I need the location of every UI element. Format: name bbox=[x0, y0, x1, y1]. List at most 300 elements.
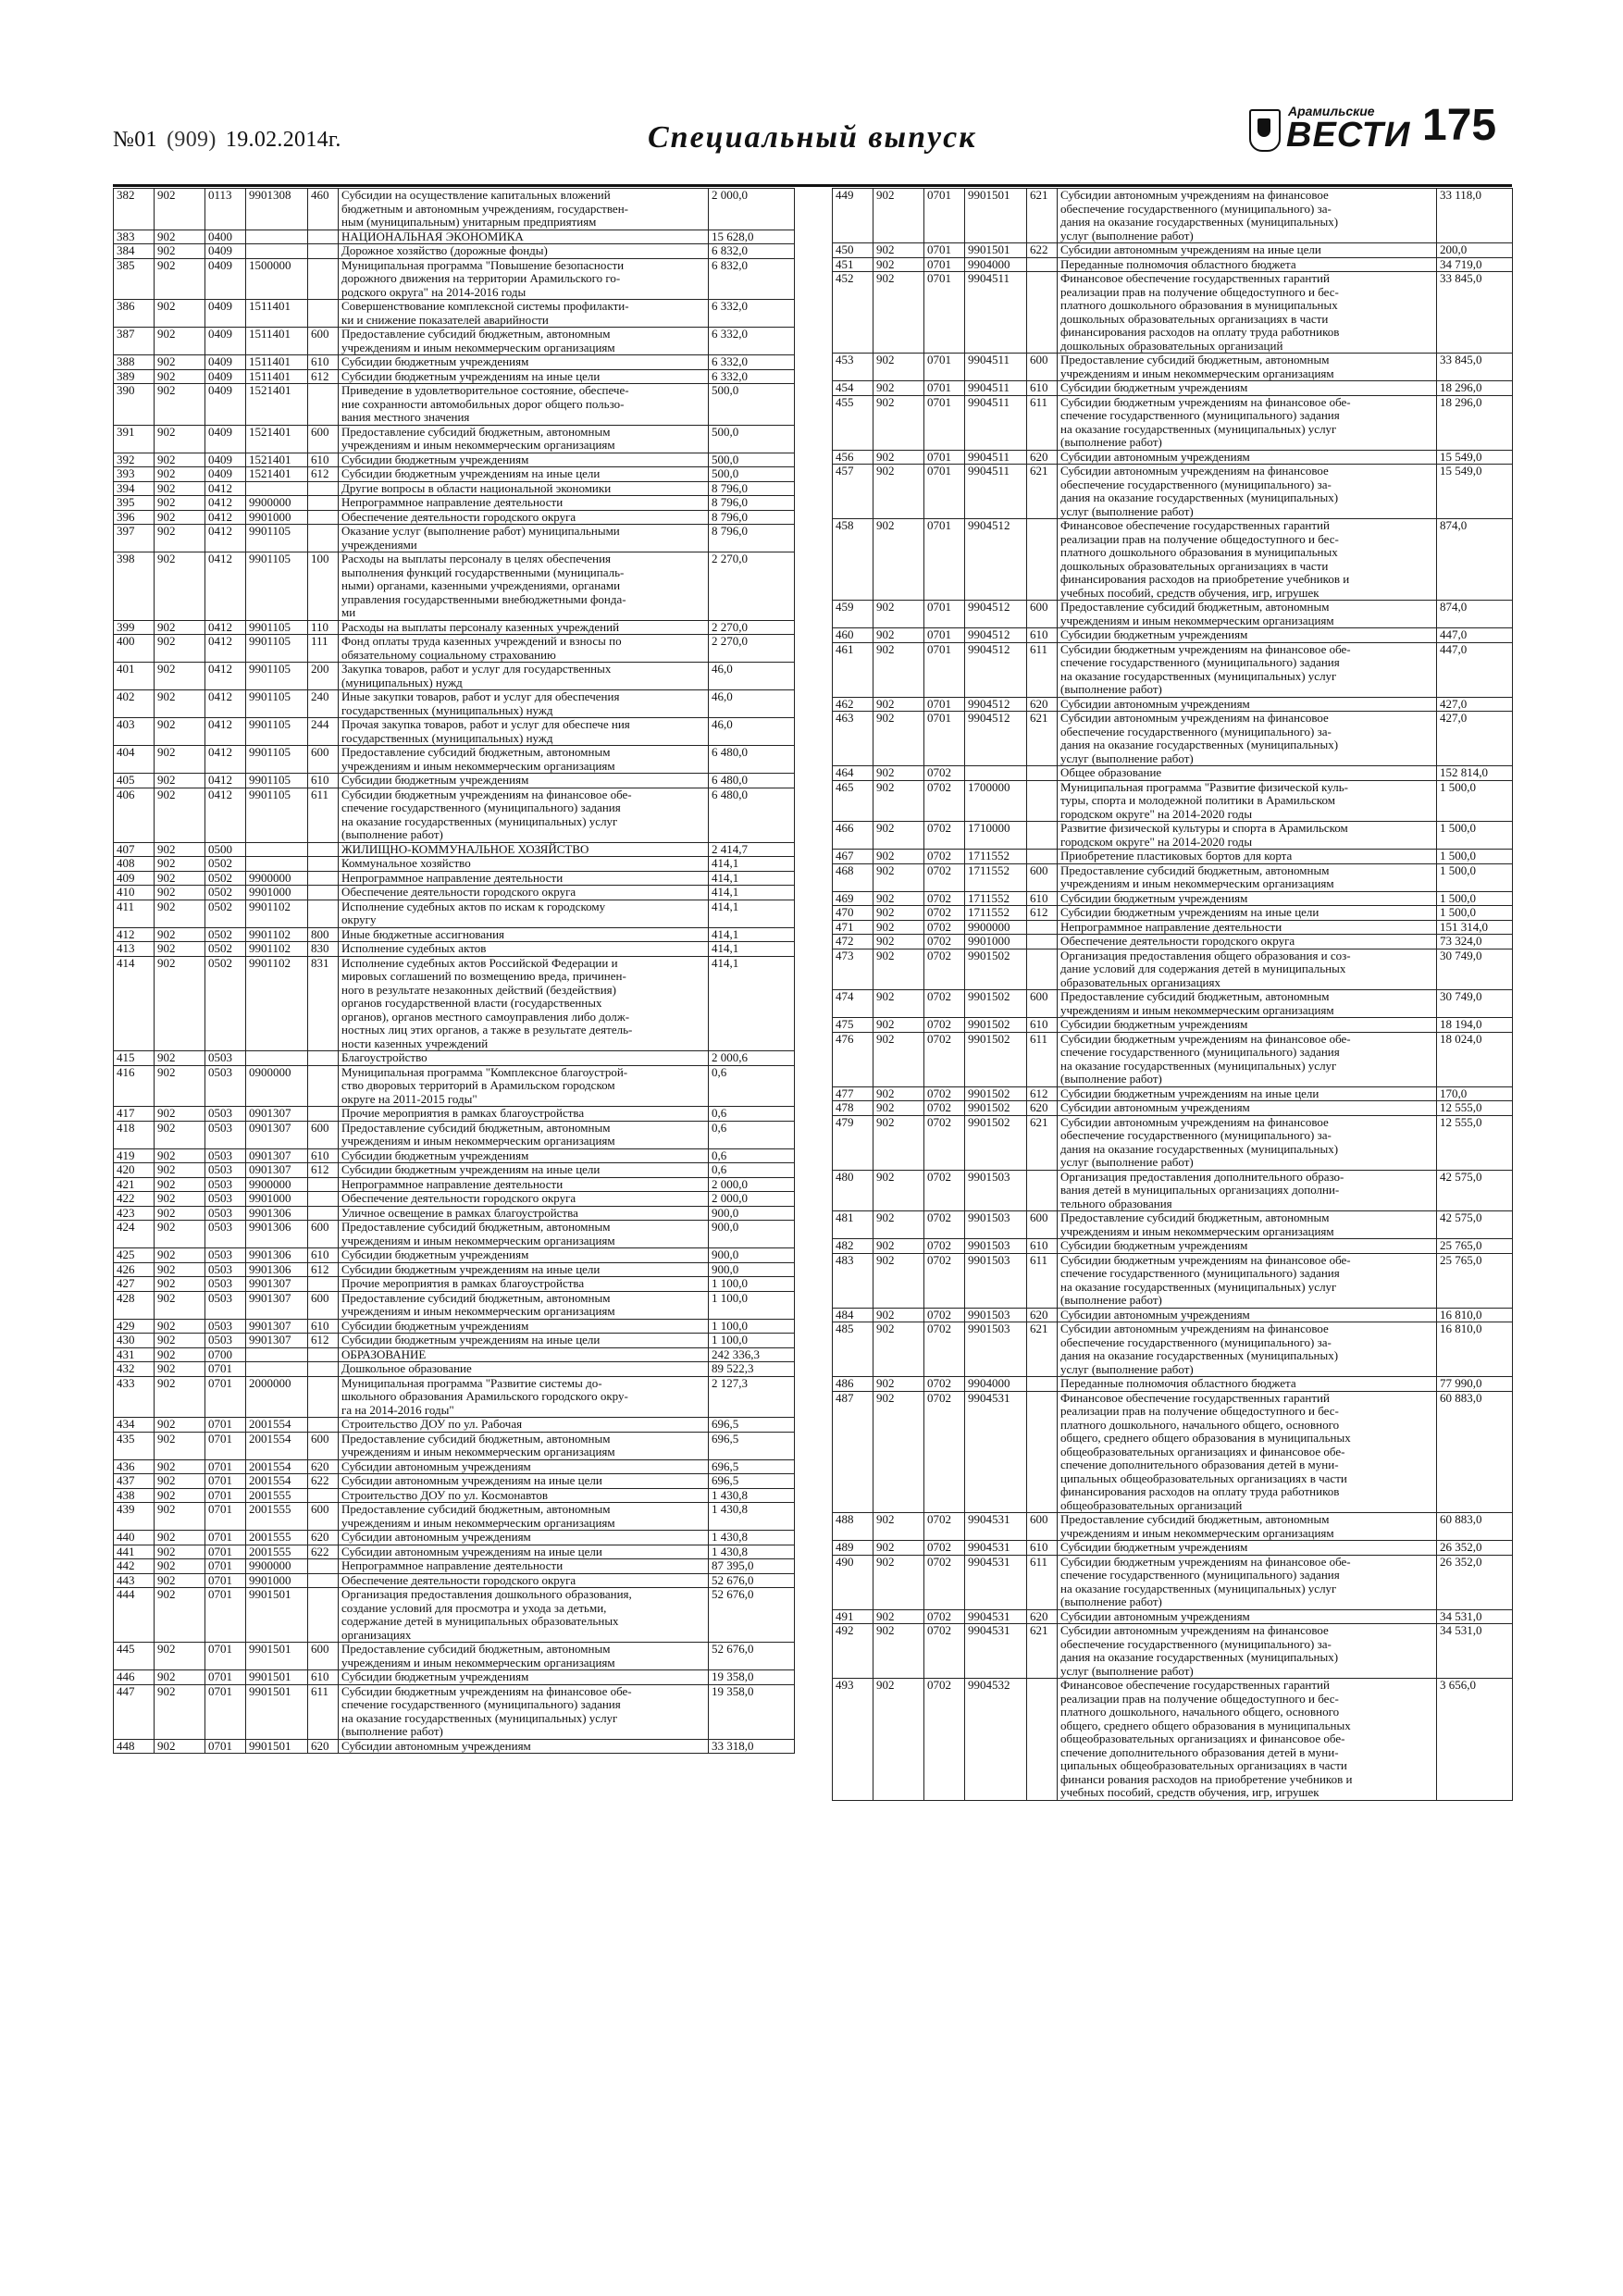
expense-type-cell bbox=[308, 900, 339, 927]
expense-type-cell: 600 bbox=[308, 1121, 339, 1148]
target-code-cell: 9900000 bbox=[246, 1177, 308, 1192]
description-cell: Организация предоставления дошкольного образования, создание условий для просмотра и ухода за детьми, содержание детей в муниципальных образовательных организациях bbox=[339, 1588, 709, 1643]
table-row bbox=[833, 1624, 1513, 1679]
section-code-cell: 0702 bbox=[924, 920, 965, 935]
expense-type-cell: 610 bbox=[308, 355, 339, 370]
row-number-cell: 387 bbox=[114, 328, 155, 355]
description-cell: Исполнение судебных актов по искам к городскому округу bbox=[339, 900, 709, 927]
expense-type-cell: 600 bbox=[308, 1643, 339, 1670]
expense-type-cell: 610 bbox=[308, 1248, 339, 1263]
ministry-code-cell: 902 bbox=[155, 1319, 205, 1334]
target-code-cell: 9900000 bbox=[246, 496, 308, 511]
amount-cell: 89 522,3 bbox=[709, 1362, 795, 1377]
expense-type-cell: 610 bbox=[1027, 628, 1058, 643]
row-number-cell: 467 bbox=[833, 850, 873, 864]
table-row bbox=[114, 355, 795, 370]
ministry-code-cell: 902 bbox=[873, 891, 924, 906]
section-code-cell: 0503 bbox=[205, 1291, 246, 1319]
amount-cell: 33 318,0 bbox=[709, 1739, 795, 1754]
description-cell: Предоставление субсидий бюджетным, автономным учреждениям и иным некоммерческим организациям bbox=[1058, 863, 1437, 891]
expense-type-cell bbox=[308, 857, 339, 872]
ministry-code-cell: 902 bbox=[155, 258, 205, 300]
ministry-code-cell: 902 bbox=[155, 1545, 205, 1559]
row-number-cell: 386 bbox=[114, 300, 155, 328]
description-cell: Субсидии автономным учреждениям на финансовое обеспечение государственного (муниципального) за- дания на оказание государственных (муниципальных) услуг (выполнение работ) bbox=[1058, 1624, 1437, 1679]
row-number-cell: 388 bbox=[114, 355, 155, 370]
table-row bbox=[833, 906, 1513, 921]
description-cell: Субсидии на осуществление капитальных вложений бюджетным и автономным учреждениям, государствен- ным (муниципальным) унитарным предприятиям bbox=[339, 189, 709, 230]
row-number-cell: 483 bbox=[833, 1253, 873, 1308]
table-row bbox=[114, 1559, 795, 1574]
target-code-cell: 9901102 bbox=[246, 900, 308, 927]
description-cell: Обеспечение деятельности городского округа bbox=[1058, 935, 1437, 949]
table-row bbox=[114, 927, 795, 942]
ministry-code-cell: 902 bbox=[155, 510, 205, 525]
issue-total: (909) bbox=[167, 128, 217, 152]
ministry-code-cell: 902 bbox=[155, 956, 205, 1051]
table-row bbox=[114, 1362, 795, 1377]
issue-number: №01 bbox=[113, 128, 157, 152]
ministry-code-cell: 902 bbox=[155, 857, 205, 872]
target-code-cell: 9901501 bbox=[246, 1588, 308, 1643]
table-row bbox=[833, 1115, 1513, 1170]
expense-type-cell: 611 bbox=[1027, 1032, 1058, 1086]
description-cell: Субсидии автономным учреждениям bbox=[1058, 450, 1437, 465]
section-code-cell: 0701 bbox=[205, 1503, 246, 1531]
expense-type-cell: 460 bbox=[308, 189, 339, 230]
target-code-cell: 1511401 bbox=[246, 355, 308, 370]
section-code-cell: 0503 bbox=[205, 1163, 246, 1178]
expense-type-cell: 611 bbox=[1027, 1555, 1058, 1609]
row-number-cell: 487 bbox=[833, 1391, 873, 1513]
row-number-cell: 451 bbox=[833, 257, 873, 272]
amount-cell: 900,0 bbox=[709, 1206, 795, 1221]
ministry-code-cell: 902 bbox=[155, 1334, 205, 1348]
section-code-cell: 0702 bbox=[924, 906, 965, 921]
section-code-cell: 0502 bbox=[205, 871, 246, 886]
row-number-cell: 403 bbox=[114, 718, 155, 746]
amount-cell: 0,6 bbox=[709, 1107, 795, 1122]
expense-type-cell: 611 bbox=[308, 788, 339, 842]
target-code-cell: 9901503 bbox=[965, 1322, 1027, 1377]
row-number-cell: 446 bbox=[114, 1670, 155, 1685]
ministry-code-cell: 902 bbox=[155, 369, 205, 384]
table-row bbox=[833, 766, 1513, 781]
description-cell: Непрограммное направление деятельности bbox=[339, 496, 709, 511]
ministry-code-cell: 902 bbox=[873, 906, 924, 921]
section-code-cell: 0702 bbox=[924, 1086, 965, 1101]
table-row bbox=[833, 642, 1513, 697]
target-code-cell: 1521401 bbox=[246, 467, 308, 482]
ministry-code-cell: 902 bbox=[873, 642, 924, 697]
expense-type-cell bbox=[1027, 1377, 1058, 1392]
amount-cell: 30 749,0 bbox=[1437, 949, 1513, 990]
row-number-cell: 426 bbox=[114, 1262, 155, 1277]
description-cell: Субсидии бюджетным учреждениям на финансовое обе- спечение государственного (муниципального) задания на оказание государственных (муниципальных) услуг (выполнение работ) bbox=[1058, 1032, 1437, 1086]
section-code-cell: 0503 bbox=[205, 1319, 246, 1334]
amount-cell: 16 810,0 bbox=[1437, 1322, 1513, 1377]
table-row bbox=[833, 891, 1513, 906]
description-cell: Субсидии автономным учреждениям bbox=[1058, 1609, 1437, 1624]
section-code-cell: 0412 bbox=[205, 635, 246, 663]
expense-type-cell bbox=[308, 1588, 339, 1643]
table-row bbox=[833, 850, 1513, 864]
ministry-code-cell: 902 bbox=[155, 1163, 205, 1178]
ministry-code-cell: 902 bbox=[155, 355, 205, 370]
ministry-code-cell: 902 bbox=[873, 243, 924, 258]
section-code-cell: 0412 bbox=[205, 746, 246, 774]
expense-type-cell bbox=[1027, 519, 1058, 601]
expense-type-cell: 611 bbox=[308, 1684, 339, 1739]
table-row bbox=[114, 886, 795, 900]
expense-type-cell bbox=[308, 1488, 339, 1503]
section-code-cell: 0701 bbox=[205, 1643, 246, 1670]
amount-cell: 34 531,0 bbox=[1437, 1624, 1513, 1679]
target-code-cell: 2001554 bbox=[246, 1432, 308, 1459]
amount-cell: 2 000,0 bbox=[709, 189, 795, 230]
table-row bbox=[833, 863, 1513, 891]
amount-cell: 6 832,0 bbox=[709, 258, 795, 300]
target-code-cell: 9904511 bbox=[965, 395, 1027, 450]
ministry-code-cell: 902 bbox=[155, 230, 205, 244]
target-code-cell bbox=[965, 766, 1027, 781]
table-row bbox=[833, 935, 1513, 949]
target-code-cell: 9904531 bbox=[965, 1624, 1027, 1679]
description-cell: Субсидии автономным учреждениям на финансовое обеспечение государственного (муниципального) за- дания на оказание государственных (муниципальных) услуг (выполнение работ) bbox=[1058, 1322, 1437, 1377]
table-row bbox=[114, 1474, 795, 1489]
newspaper-logo bbox=[1249, 104, 1416, 154]
amount-cell: 1 430,8 bbox=[709, 1531, 795, 1545]
target-code-cell: 9904531 bbox=[965, 1555, 1027, 1609]
section-code-cell: 0502 bbox=[205, 956, 246, 1051]
row-number-cell: 420 bbox=[114, 1163, 155, 1178]
table-row bbox=[114, 1684, 795, 1739]
expense-type-cell: 600 bbox=[1027, 990, 1058, 1018]
expense-type-cell: 622 bbox=[1027, 243, 1058, 258]
row-number-cell: 464 bbox=[833, 766, 873, 781]
row-number-cell: 443 bbox=[114, 1573, 155, 1588]
row-number-cell: 433 bbox=[114, 1376, 155, 1418]
description-cell: Предоставление субсидий бюджетным, автономным учреждениям и иным некоммерческим организациям bbox=[339, 746, 709, 774]
target-code-cell: 9901105 bbox=[246, 718, 308, 746]
target-code-cell: 0901307 bbox=[246, 1107, 308, 1122]
logo-subtitle: Арамильские bbox=[1288, 104, 1375, 118]
row-number-cell: 429 bbox=[114, 1319, 155, 1334]
ministry-code-cell: 902 bbox=[155, 1376, 205, 1418]
amount-cell: 1 500,0 bbox=[1437, 780, 1513, 822]
ministry-code-cell: 902 bbox=[155, 788, 205, 842]
ministry-code-cell: 902 bbox=[873, 1032, 924, 1086]
row-number-cell: 425 bbox=[114, 1248, 155, 1263]
target-code-cell: 9901105 bbox=[246, 690, 308, 718]
amount-cell: 18 194,0 bbox=[1437, 1018, 1513, 1033]
description-cell: ОБРАЗОВАНИЕ bbox=[339, 1347, 709, 1362]
ministry-code-cell: 902 bbox=[873, 1555, 924, 1609]
row-number-cell: 454 bbox=[833, 381, 873, 396]
ministry-code-cell: 902 bbox=[873, 628, 924, 643]
row-number-cell: 460 bbox=[833, 628, 873, 643]
expense-type-cell bbox=[308, 1418, 339, 1433]
section-code-cell: 0503 bbox=[205, 1262, 246, 1277]
row-number-cell: 449 bbox=[833, 189, 873, 243]
table-row bbox=[833, 1018, 1513, 1033]
row-number-cell: 401 bbox=[114, 663, 155, 690]
target-code-cell bbox=[246, 1347, 308, 1362]
target-code-cell: 9901503 bbox=[965, 1239, 1027, 1254]
section-code-cell: 0701 bbox=[205, 1670, 246, 1685]
expense-type-cell: 621 bbox=[1027, 189, 1058, 243]
table-row bbox=[114, 635, 795, 663]
row-number-cell: 481 bbox=[833, 1211, 873, 1239]
description-cell: Прочие мероприятия в рамках благоустройства bbox=[339, 1277, 709, 1292]
description-cell: Субсидии бюджетным учреждениям на иные цели bbox=[339, 1262, 709, 1277]
row-number-cell: 456 bbox=[833, 450, 873, 465]
section-code-cell: 0701 bbox=[924, 272, 965, 354]
row-number-cell: 478 bbox=[833, 1101, 873, 1116]
row-number-cell: 431 bbox=[114, 1347, 155, 1362]
amount-cell: 46,0 bbox=[709, 718, 795, 746]
amount-cell: 900,0 bbox=[709, 1221, 795, 1248]
table-row bbox=[114, 244, 795, 259]
section-code-cell: 0702 bbox=[924, 1032, 965, 1086]
ministry-code-cell: 902 bbox=[873, 1679, 924, 1801]
target-code-cell: 1700000 bbox=[965, 780, 1027, 822]
ministry-code-cell: 902 bbox=[873, 395, 924, 450]
description-cell: Приобретение пластиковых бортов для корта bbox=[1058, 850, 1437, 864]
expense-type-cell: 610 bbox=[308, 1319, 339, 1334]
amount-cell: 447,0 bbox=[1437, 642, 1513, 697]
description-cell: ЖИЛИЩНО-КОММУНАЛЬНОЕ ХОЗЯЙСТВО bbox=[339, 842, 709, 857]
table-row bbox=[114, 1163, 795, 1178]
expense-type-cell bbox=[1027, 935, 1058, 949]
amount-cell: 34 719,0 bbox=[1437, 257, 1513, 272]
ministry-code-cell: 902 bbox=[155, 842, 205, 857]
amount-cell: 46,0 bbox=[709, 690, 795, 718]
section-code-cell: 0701 bbox=[205, 1545, 246, 1559]
target-code-cell: 9901307 bbox=[246, 1277, 308, 1292]
table-row bbox=[833, 601, 1513, 628]
amount-cell: 414,1 bbox=[709, 900, 795, 927]
description-cell: Организация предоставления общего образования и соз- дание условий для содержания детей в муниципальных образовательных организациях bbox=[1058, 949, 1437, 990]
amount-cell: 427,0 bbox=[1437, 712, 1513, 766]
table-row bbox=[114, 510, 795, 525]
section-code-cell: 0409 bbox=[205, 369, 246, 384]
section-code-cell: 0503 bbox=[205, 1065, 246, 1107]
target-code-cell: 9901502 bbox=[965, 949, 1027, 990]
target-code-cell: 9900000 bbox=[965, 920, 1027, 935]
ministry-code-cell: 902 bbox=[873, 1308, 924, 1322]
description-cell: Субсидии бюджетным учреждениям bbox=[1058, 628, 1437, 643]
amount-cell: 2 000,0 bbox=[709, 1177, 795, 1192]
row-number-cell: 438 bbox=[114, 1488, 155, 1503]
table-row bbox=[833, 1308, 1513, 1322]
section-code-cell: 0702 bbox=[924, 1018, 965, 1033]
table-row bbox=[833, 920, 1513, 935]
row-number-cell: 447 bbox=[114, 1684, 155, 1739]
target-code-cell: 9901102 bbox=[246, 927, 308, 942]
section-code-cell: 0701 bbox=[924, 697, 965, 712]
amount-cell: 1 100,0 bbox=[709, 1319, 795, 1334]
table-row bbox=[114, 1121, 795, 1148]
expense-type-cell: 600 bbox=[308, 1221, 339, 1248]
description-cell: Муниципальная программа "Повышение безопасности дорожного движения на территории Арамильского го- родского округа" на 2014-2016 годы bbox=[339, 258, 709, 300]
target-code-cell: 9901502 bbox=[965, 1101, 1027, 1116]
table-row bbox=[114, 1573, 795, 1588]
target-code-cell: 9901105 bbox=[246, 746, 308, 774]
section-code-cell: 0702 bbox=[924, 949, 965, 990]
table-row bbox=[114, 620, 795, 635]
description-cell: Субсидии бюджетным учреждениям bbox=[339, 355, 709, 370]
target-code-cell: 2001554 bbox=[246, 1459, 308, 1474]
section-code-cell: 0409 bbox=[205, 244, 246, 259]
target-code-cell: 9901502 bbox=[965, 1086, 1027, 1101]
target-code-cell: 9904512 bbox=[965, 642, 1027, 697]
expense-type-cell bbox=[308, 510, 339, 525]
amount-cell: 60 883,0 bbox=[1437, 1391, 1513, 1513]
ministry-code-cell: 902 bbox=[155, 496, 205, 511]
table-row bbox=[833, 1391, 1513, 1513]
table-row bbox=[833, 1086, 1513, 1101]
amount-cell: 0,6 bbox=[709, 1121, 795, 1148]
target-code-cell bbox=[246, 244, 308, 259]
ministry-code-cell: 902 bbox=[155, 1432, 205, 1459]
target-code-cell: 9901102 bbox=[246, 956, 308, 1051]
target-code-cell: 9904512 bbox=[965, 519, 1027, 601]
description-cell: Субсидии бюджетным учреждениям на иные цели bbox=[339, 1163, 709, 1178]
target-code-cell: 2001555 bbox=[246, 1503, 308, 1531]
ministry-code-cell: 902 bbox=[873, 949, 924, 990]
amount-cell: 6 832,0 bbox=[709, 244, 795, 259]
amount-cell: 874,0 bbox=[1437, 519, 1513, 601]
description-cell: Развитие физической культуры и спорта в Арамильском городском округе" на 2014-2020 годы bbox=[1058, 822, 1437, 850]
description-cell: Общее образование bbox=[1058, 766, 1437, 781]
table-row bbox=[114, 453, 795, 467]
section-code-cell: 0702 bbox=[924, 1101, 965, 1116]
ministry-code-cell: 902 bbox=[873, 850, 924, 864]
section-code-cell: 0702 bbox=[924, 766, 965, 781]
ministry-code-cell: 902 bbox=[155, 384, 205, 426]
amount-cell: 15 549,0 bbox=[1437, 465, 1513, 519]
table-row bbox=[833, 1541, 1513, 1556]
target-code-cell: 9901105 bbox=[246, 788, 308, 842]
expense-type-cell bbox=[1027, 822, 1058, 850]
amount-cell: 6 480,0 bbox=[709, 746, 795, 774]
table-row bbox=[833, 381, 1513, 396]
amount-cell: 25 765,0 bbox=[1437, 1239, 1513, 1254]
target-code-cell: 9901501 bbox=[246, 1670, 308, 1685]
table-row bbox=[833, 712, 1513, 766]
ministry-code-cell: 902 bbox=[873, 1018, 924, 1033]
row-number-cell: 393 bbox=[114, 467, 155, 482]
section-code-cell: 0503 bbox=[205, 1121, 246, 1148]
ministry-code-cell: 902 bbox=[155, 1531, 205, 1545]
row-number-cell: 398 bbox=[114, 552, 155, 621]
expense-type-cell bbox=[308, 1347, 339, 1362]
table-row bbox=[114, 788, 795, 842]
target-code-cell: 9904531 bbox=[965, 1609, 1027, 1624]
amount-cell: 3 656,0 bbox=[1437, 1679, 1513, 1801]
row-number-cell: 470 bbox=[833, 906, 873, 921]
row-number-cell: 439 bbox=[114, 1503, 155, 1531]
row-number-cell: 459 bbox=[833, 601, 873, 628]
expense-type-cell: 600 bbox=[308, 1291, 339, 1319]
table-row bbox=[114, 1065, 795, 1107]
target-code-cell: 9904000 bbox=[965, 257, 1027, 272]
section-code-cell: 0503 bbox=[205, 1248, 246, 1263]
amount-cell: 12 555,0 bbox=[1437, 1101, 1513, 1116]
table-row bbox=[114, 481, 795, 496]
target-code-cell: 9901306 bbox=[246, 1248, 308, 1263]
description-cell: Финансовое обеспечение государственных гарантий реализации прав на получение общедоступного и бес- платного дошкольного образования в муниципальных дошкольных образовательных организациях в части финансирования расходов на приобретение учебников и учебных пособий, средств обучения, игр, игрушек bbox=[1058, 519, 1437, 601]
target-code-cell: 9901503 bbox=[965, 1211, 1027, 1239]
expense-type-cell: 611 bbox=[1027, 395, 1058, 450]
table-row bbox=[114, 942, 795, 957]
row-number-cell: 442 bbox=[114, 1559, 155, 1574]
description-cell: Субсидии бюджетным учреждениям bbox=[339, 453, 709, 467]
amount-cell: 33 845,0 bbox=[1437, 272, 1513, 354]
section-code-cell: 0502 bbox=[205, 886, 246, 900]
row-number-cell: 407 bbox=[114, 842, 155, 857]
expense-type-cell bbox=[308, 496, 339, 511]
expense-type-cell bbox=[308, 1362, 339, 1377]
table-row bbox=[114, 328, 795, 355]
row-number-cell: 436 bbox=[114, 1459, 155, 1474]
target-code-cell: 9904511 bbox=[965, 465, 1027, 519]
table-row bbox=[833, 395, 1513, 450]
ministry-code-cell: 902 bbox=[155, 1362, 205, 1377]
target-code-cell: 9901105 bbox=[246, 663, 308, 690]
description-cell: Субсидии бюджетным учреждениям на иные цели bbox=[1058, 906, 1437, 921]
description-cell: Предоставление субсидий бюджетным, автономным учреждениям и иным некоммерческим организациям bbox=[339, 1503, 709, 1531]
expense-type-cell: 620 bbox=[308, 1459, 339, 1474]
description-cell: Субсидии бюджетным учреждениям на иные цели bbox=[1058, 1086, 1437, 1101]
description-cell: Субсидии бюджетным учреждениям bbox=[1058, 891, 1437, 906]
description-cell: Муниципальная программа "Комплексное благоустрой- ство дворовых территорий в Арамильском городском округе на 2011-2015 годы" bbox=[339, 1065, 709, 1107]
ministry-code-cell: 902 bbox=[873, 990, 924, 1018]
target-code-cell: 2000000 bbox=[246, 1376, 308, 1418]
section-code-cell: 0412 bbox=[205, 620, 246, 635]
target-code-cell: 9901501 bbox=[246, 1684, 308, 1739]
row-number-cell: 424 bbox=[114, 1221, 155, 1248]
description-cell: Исполнение судебных актов bbox=[339, 942, 709, 957]
ministry-code-cell: 902 bbox=[873, 1391, 924, 1513]
table-row bbox=[833, 1170, 1513, 1211]
table-row bbox=[114, 1291, 795, 1319]
amount-cell: 500,0 bbox=[709, 467, 795, 482]
table-row bbox=[833, 1211, 1513, 1239]
section-code-cell: 0702 bbox=[924, 1115, 965, 1170]
row-number-cell: 482 bbox=[833, 1239, 873, 1254]
row-number-cell: 435 bbox=[114, 1432, 155, 1459]
section-code-cell: 0701 bbox=[205, 1559, 246, 1574]
section-code-cell: 0702 bbox=[924, 990, 965, 1018]
table-row bbox=[833, 272, 1513, 354]
target-code-cell bbox=[246, 1362, 308, 1377]
section-code-cell: 0701 bbox=[205, 1432, 246, 1459]
target-code-cell: 9901502 bbox=[965, 1115, 1027, 1170]
section-code-cell: 0502 bbox=[205, 857, 246, 872]
ministry-code-cell: 902 bbox=[155, 1670, 205, 1685]
row-number-cell: 408 bbox=[114, 857, 155, 872]
expense-type-cell bbox=[308, 1206, 339, 1221]
row-number-cell: 480 bbox=[833, 1170, 873, 1211]
description-cell: Субсидии бюджетным учреждениям на финансовое обе- спечение государственного (муниципального) задания на оказание государственных (муниципальных) услуг (выполнение работ) bbox=[339, 1684, 709, 1739]
expense-type-cell bbox=[1027, 272, 1058, 354]
row-number-cell: 493 bbox=[833, 1679, 873, 1801]
row-number-cell: 440 bbox=[114, 1531, 155, 1545]
amount-cell: 26 352,0 bbox=[1437, 1541, 1513, 1556]
description-cell: НАЦИОНАЛЬНАЯ ЭКОНОМИКА bbox=[339, 230, 709, 244]
